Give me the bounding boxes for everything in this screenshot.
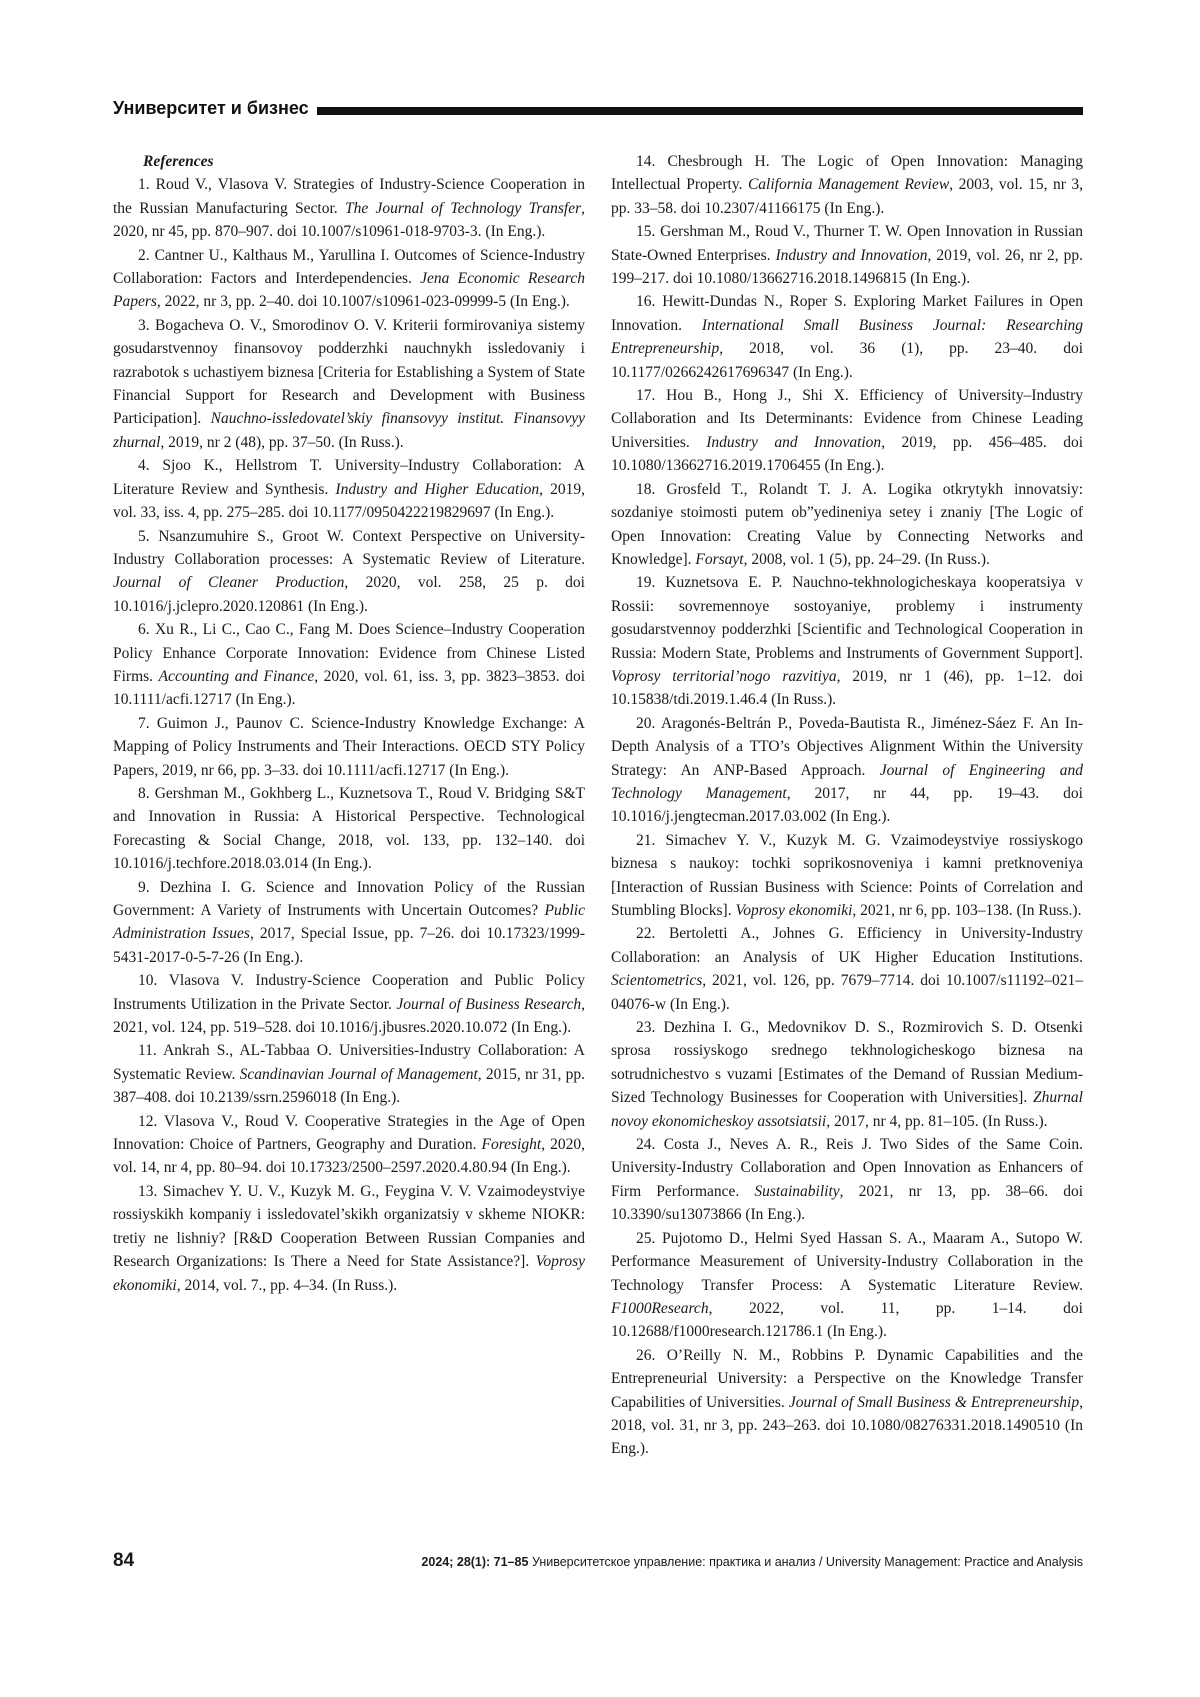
running-header — [113, 94, 1083, 118]
reference-item — [113, 173, 585, 243]
reference-details: , 2020, vol. 61, iss. 3, pp. 3823–3853. doi 10.1111/acfi.12717 (In Eng.). — [113, 667, 586, 709]
reference-number: 25. — [636, 1229, 656, 1247]
reference-details: , 2018, vol. 36 (1), pp. 23–40. doi 10.1177/0266242617696347 (In Eng.). — [611, 340, 1083, 381]
reference-text: Simachev Y. U. V., Kuzyk M. G., Feygina V. V. Vzaimodeystviye rossiyskikh kompaniy i issledovatel’skikh organizatsiy v skheme NIOKR: tretiy ne lishniy? [R&D Cooperation Between Russian Companies and Research Organizations: Is There a Need for State Assistance?]. — [113, 1182, 586, 1271]
reference-item — [611, 712, 1083, 829]
reference-text: Sjoo K., Hellstrom T. University–Industry Collaboration: A Literature Review and Synthesis. — [113, 457, 585, 498]
reference-source: Scientometrics — [611, 972, 703, 990]
reference-number: 19. — [636, 574, 656, 592]
reference-details: , 2018, vol. 31, nr 3, pp. 243–263. doi 10.1080/08276331.2018.1490510 (In Eng.). — [611, 1393, 1083, 1458]
reference-text: Costa J., Neves A. R., Reis J. Two Sides of the Same Coin. University-Industry Collaboration and Open Innovation as Enhancers of Firm Performance. — [611, 1136, 1084, 1200]
reference-text: Roud V., Vlasova V. Strategies of Industry-Science Cooperation in the Russian Manufacturing Sector. — [113, 176, 585, 217]
reference-source: Foresight — [481, 1136, 542, 1154]
reference-text: Simachev Y. V., Kuzyk M. G. Vzaimodeystviye rossiyskogo biznesa s naukoy: tochki soprikosnoveniya i kamni pretknoveniya [Interaction of Russian Business with Science: Points of Correlation and Stumbling Blocks]. — [611, 831, 1084, 919]
reference-number: 7. — [138, 714, 150, 732]
reference-text: Guimon J., Paunov C. Science-Industry Knowledge Exchange: A Mapping of Policy Instruments and Their Interactions. OECD STY Policy Papers, 2019, nr 66, pp. 3–33. doi 10.1111/acfi.12717 (In Eng.). — [113, 714, 585, 779]
reference-text: Xu R., Li C., Cao C., Fang M. Does Science–Industry Cooperation Policy Enhance Corporate Innovation: Evidence from Chinese Listed Firms. — [113, 621, 585, 685]
reference-number: 21. — [636, 831, 656, 849]
reference-text: Hou B., Hong J., Shi X. Efficiency of University–Industry Collaboration and Its Determinants: Evidence from Chinese Leading Universities. — [611, 387, 1083, 451]
reference-item — [611, 290, 1083, 384]
reference-number: 17. — [636, 387, 656, 405]
reference-details: , 2014, vol. 7., pp. 4–34. (In Russ.). — [176, 1276, 398, 1294]
reference-item — [611, 478, 1083, 572]
reference-details: , 2019, vol. 33, iss. 4, pp. 275–285. doi 10.1177/0950422219829697 (In Eng.). — [113, 480, 585, 522]
reference-text: Bertoletti A., Johnes G. Efficiency in University-Industry Collaboration: an Analysis of UK Higher Education Institutions. — [611, 925, 1083, 966]
reference-number: 2. — [138, 246, 150, 264]
reference-text: Cantner U., Kalthaus M., Yarullina I. Outcomes of Science-Industry Collaboration: Factors and Interdependencies. — [113, 246, 585, 288]
reference-item — [611, 1344, 1083, 1461]
reference-details: , 2003, vol. 15, nr 3, pp. 33–58. doi 10.2307/41166175 (In Eng.). — [611, 176, 1083, 217]
reference-source: F1000Research — [611, 1299, 709, 1317]
reference-text: Hewitt-Dundas N., Roper S. Exploring Market Failures in Open Innovation. — [611, 293, 1083, 334]
reference-text: Ankrah S., AL-Tabbaa O. Universities-Industry Collaboration: A Systematic Review. — [113, 1042, 585, 1083]
reference-details: , 2019, nr 2 (48), pp. 37–50. (In Russ.). — [160, 433, 404, 451]
reference-text: Vlasova V., Roud V. Cooperative Strategies in the Age of Open Innovation: Choice of Partners, Geography and Duration. — [113, 1112, 585, 1154]
reference-details: , 2019, vol. 26, nr 2, pp. 199–217. doi 10.1080/13662716.2018.1496815 (In Eng.). — [611, 246, 1084, 288]
right-column — [611, 150, 1083, 1461]
reference-source: Industry and Higher Education — [335, 480, 540, 498]
reference-number: 15. — [636, 223, 656, 241]
left-reference-list — [113, 173, 585, 1297]
right-reference-list — [611, 150, 1083, 1461]
reference-details: , 2021, vol. 126, pp. 7679–7714. doi 10.1007/s11192–021–04076-w (In Eng.). — [611, 972, 1083, 1013]
reference-source: Nauchno-issledovatel’skiy finansovyy institut. Finansovyy zhurnal — [113, 410, 585, 451]
reference-text: Aragonés-Beltrán P., Poveda-Bautista R., Jiménez-Sáez F. An In-Depth Analysis of a TTO’s Objectives Alignment Within the University Strategy: An ANP-Based Approach. — [611, 714, 1083, 779]
reference-details: , 2015, nr 31, pp. 387–408. doi 10.2139/ssrn.2596018 (In Eng.). — [113, 1065, 585, 1107]
reference-number: 20. — [636, 714, 656, 732]
footer-issue: 2024; 28(1): 71–85 — [421, 1555, 529, 1569]
reference-details: , 2022, vol. 11, pp. 1–14. doi 10.12688/f1000research.121786.1 (In Eng.). — [611, 1299, 1083, 1341]
reference-item — [611, 150, 1083, 220]
reference-source: Voprosy ekonomiki — [113, 1253, 585, 1294]
reference-item — [113, 782, 585, 876]
reference-number: 6. — [138, 621, 150, 639]
reference-number: 13. — [138, 1182, 158, 1200]
reference-source: California Management Review — [747, 176, 950, 194]
reference-source: Voprosy ekonomiki — [735, 902, 853, 919]
footer-citation — [421, 1555, 1083, 1569]
reference-item — [611, 1133, 1083, 1227]
page-footer — [113, 1550, 1083, 1574]
references-heading: References — [143, 153, 214, 170]
reference-number: 8. — [138, 784, 150, 802]
reference-text: Dezhina I. G. Science and Innovation Policy of the Russian Government: A Variety of Instruments with Uncertain Outcomes? — [113, 878, 585, 919]
journal-section-title: Университет и бизнес — [113, 98, 309, 118]
reference-text: Vlasova V. Industry-Science Cooperation and Public Policy Instruments Utilization in the Private Sector. — [113, 972, 585, 1013]
reference-number: 18. — [636, 480, 656, 498]
reference-number: 11. — [138, 1042, 157, 1060]
reference-item — [611, 384, 1083, 478]
page-number: 84 — [113, 1550, 135, 1571]
reference-details: , 2021, nr 6, pp. 103–138. (In Russ.). — [852, 902, 1082, 919]
reference-item — [113, 1039, 585, 1109]
reference-item — [113, 454, 585, 524]
reference-details: , 2021, vol. 124, pp. 519–528. doi 10.1016/j.jbusres.2020.10.072 (In Eng.). — [113, 995, 585, 1037]
reference-source: Journal of Small Business & Entrepreneurship — [788, 1393, 1080, 1411]
reference-item — [611, 1227, 1083, 1344]
reference-text: O’Reilly N. M., Robbins P. Dynamic Capabilities and the Entrepreneurial University: a Perspective on the Knowledge Transfer Capabilities of Universities. — [611, 1346, 1083, 1411]
reference-text: Bogacheva O. V., Smorodinov O. V. Kriterii formirovaniya sistemy gosudarstvennoy finansovoy podderzhki nauchnykh issledovaniy i razrabotok s uchastiyem biznesa [Criteria for Establishing a System of State Financial Support for Research and Development with Business Participation]. — [113, 316, 585, 428]
reference-source: Journal of Business Research — [396, 995, 582, 1013]
reference-item — [611, 829, 1083, 923]
reference-number: 14. — [636, 153, 656, 170]
reference-number: 10. — [138, 972, 158, 990]
reference-item — [611, 220, 1083, 290]
reference-number: 5. — [138, 527, 150, 545]
reference-text: Kuznetsova E. P. Nauchno-tekhnologicheskaya kooperatsiya v Rossii: sovremennoye sostoyaniye, problemy i instrumenty gosudarstvennoy podderzhki [Scientific and Technological Cooperation in Russia: Modern State, Problems and Instruments of Government Support]. — [611, 574, 1084, 662]
reference-text: Grosfeld T., Rolandt T. J. A. Logika otkrytykh innovatsiy: sozdaniye stoimosti putem ob”yedineniya setey i znaniy [The Logic of Open Innovation: Creating Value by Connecting Networks and Knowledge]. — [611, 480, 1083, 568]
reference-item — [611, 571, 1083, 711]
reference-source: Scandinavian Journal of Management — [239, 1065, 478, 1083]
reference-text: Gershman M., Roud V., Thurner T. W. Open Innovation in Russian State-Owned Enterprises. — [611, 223, 1083, 264]
reference-source: Zhurnal novoy ekonomicheskoy assotsiatsii — [611, 1089, 1083, 1130]
reference-number: 9. — [138, 878, 150, 896]
reference-text: Nsanzumuhire S., Groot W. Context Perspective on University-Industry Collaboration processes: A Systematic Review of Literature. — [113, 527, 586, 568]
reference-text: Chesbrough H. The Logic of Open Innovation: Managing Intellectual Property. — [611, 153, 1083, 194]
reference-source: International Small Business Journal: Researching Entrepreneurship — [611, 316, 1084, 358]
reference-source: Jena Economic Research Papers — [113, 270, 585, 311]
reference-item — [113, 244, 585, 314]
reference-item — [113, 969, 585, 1039]
reference-source: Journal of Cleaner Production — [113, 574, 345, 592]
reference-details: , 2021, nr 13, pp. 38–66. doi 10.3390/su13073866 (In Eng.). — [611, 1182, 1084, 1224]
reference-source: Sustainability — [754, 1182, 840, 1200]
reference-details: , 2022, nr 3, pp. 2–40. doi 10.1007/s10961-023-09999-5 (In Eng.). — [156, 293, 570, 311]
reference-source: Journal of Engineering and Technology Management — [611, 761, 1083, 802]
reference-details: , 2020, vol. 258, 25 p. doi 10.1016/j.jclepro.2020.120861 (In Eng.). — [113, 574, 585, 615]
reference-details: , 2020, vol. 14, nr 4, pp. 80–94. doi 10.17323/2500–2597.2020.4.80.94 (In Eng.). — [113, 1136, 585, 1177]
reference-number: 1. — [138, 176, 150, 194]
reference-details: , 2020, nr 45, pp. 870–907. doi 10.1007/s10961-018-9703-3. (In Eng.). — [113, 199, 585, 241]
footer-journal-name: Университетское управление: практика и анализ / University Management: Practice and Analysis — [531, 1555, 1083, 1569]
reference-number: 26. — [636, 1346, 656, 1364]
reference-number: 12. — [138, 1112, 158, 1130]
reference-number: 4. — [138, 457, 150, 475]
reference-source: Public Administration Issues — [113, 902, 585, 943]
reference-item — [113, 1180, 585, 1297]
reference-item — [113, 618, 585, 712]
reference-source: Forsayt — [695, 550, 744, 568]
reference-details: , 2017, Special Issue, pp. 7–26. doi 10.17323/1999-5431-2017-0-5-7-26 (In Eng.). — [113, 925, 585, 966]
reference-source: The Journal of Technology Transfer — [344, 199, 582, 217]
reference-details: , 2019, nr 1 (46), pp. 1–12. doi 10.15838/tdi.2019.1.46.4 (In Russ.). — [611, 667, 1084, 709]
header-rule — [317, 107, 1083, 115]
reference-text: Pujotomo D., Helmi Syed Hassan S. A., Maaram A., Sutopo W. Performance Measurement of University-Industry Collaboration in the Technology Transfer Process: A Systematic Literature Review. — [611, 1229, 1083, 1294]
reference-item — [611, 922, 1083, 1016]
reference-item — [113, 876, 585, 970]
reference-text: Dezhina I. G., Medovnikov D. S., Rozmirovich S. D. Otsenki sprosa rossiyskogo srednego tekhnologicheskogo biznesa na sotrudnichestvo s vuzami [Estimates of the Demand of Russian Medium-Sized Technology Businesses for Cooperation with Universities]. — [611, 1019, 1083, 1107]
reference-item — [113, 1110, 585, 1180]
reference-item — [113, 712, 585, 782]
reference-item — [113, 314, 585, 454]
left-column — [113, 150, 585, 1297]
reference-number: 23. — [636, 1019, 656, 1037]
reference-details: , 2019, pp. 456–485. doi 10.1080/13662716.2019.1706455 (In Eng.). — [611, 433, 1084, 475]
reference-details: , 2017, nr 44, pp. 19–43. doi 10.1016/j.jengtecman.2017.03.002 (In Eng.). — [611, 784, 1083, 826]
reference-number: 22. — [636, 925, 656, 943]
reference-item — [113, 525, 585, 619]
reference-source: Industry and Innovation — [775, 246, 928, 264]
reference-number: 24. — [636, 1136, 656, 1154]
reference-source: Voprosy territorial’nogo razvitiya — [611, 667, 837, 685]
reference-source: Accounting and Finance — [158, 667, 315, 685]
reference-source: Industry and Innovation — [706, 433, 882, 451]
reference-text: Gershman M., Gokhberg L., Kuznetsova T., Roud V. Bridging S&T and Innovation in Russia: A Historical Perspective. Technological Forecasting & Social Change, 2018, vol. 133, pp. 132–140. doi 10.1016/j.techfore.2018.03.014 (In Eng.). — [113, 784, 585, 873]
reference-item — [611, 1016, 1083, 1133]
reference-number: 16. — [636, 293, 656, 311]
reference-number: 3. — [138, 316, 150, 334]
reference-details: , 2008, vol. 1 (5), pp. 24–29. (In Russ.). — [743, 550, 990, 568]
reference-details: , 2017, nr 4, pp. 81–105. (In Russ.). — [826, 1112, 1048, 1130]
